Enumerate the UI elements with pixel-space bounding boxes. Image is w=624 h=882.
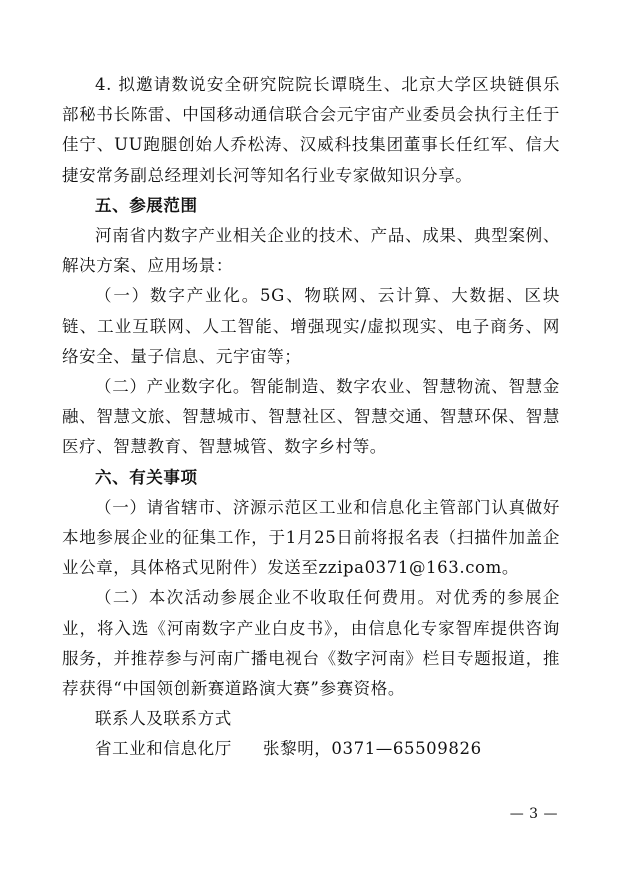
paragraph-contact-heading: 联系人及联系方式 <box>95 709 232 729</box>
heading-exhibition-scope: 五、参展范围 <box>95 195 198 215</box>
paragraph-scope-intro: 河南省内数字产业相关企业的技术、产品、成果、典型案例、解决方案、应用场景： <box>62 226 560 276</box>
paragraph-registration: （一）请省辖市、济源示范区工业和信息化主管部门认真做好本地参展企业的征集工作，于1月25日前将报名表（扫描件加盖企业公章，具体格式见附件）发送至zzipa0371@163.com。 <box>62 497 560 578</box>
contact-row <box>62 734 560 764</box>
contact-person: 张黎明，0371—65509826 <box>263 739 482 759</box>
contact-org: 省工业和信息化厅 <box>95 739 232 759</box>
document-body <box>62 70 560 765</box>
paragraph-industrial-digitalization: （二）产业数字化。智能制造、数字农业、智慧物流、智慧金融、智慧文旅、智慧城市、智慧社区、智慧交通、智慧环保、智慧医疗、智慧教育、智慧城管、数字乡村等。 <box>62 377 560 457</box>
page-number: — 3 — <box>509 806 558 822</box>
paragraph-free-participation: （二）本次活动参展企业不收取任何费用。对优秀的参展企业，将入选《河南数字产业白皮书》，由信息化专家智库提供咨询服务，并推荐参与河南广播电视台《数字河南》栏目专题报道，推荐获得“中国领创新赛道路演大赛”参赛资格。 <box>62 588 560 699</box>
paragraph-digital-industrialization: （一）数字产业化。5G、物联网、云计算、大数据、区块链、工业互联网、人工智能、增强现实/虚拟现实、电子商务、网络安全、量子信息、元宇宙等； <box>62 286 560 366</box>
paragraph-experts: 4. 拟邀请数说安全研究院院长谭晓生、北京大学区块链俱乐部秘书长陈雷、中国移动通信联合会元宇宙产业委员会执行主任于佳宁、UU跑腿创始人乔松涛、汉威科技集团董事长任红军、信大捷安常务副总经理刘长河等知名行业专家做知识分享。 <box>62 75 560 185</box>
heading-related-matters: 六、有关事项 <box>95 467 198 487</box>
